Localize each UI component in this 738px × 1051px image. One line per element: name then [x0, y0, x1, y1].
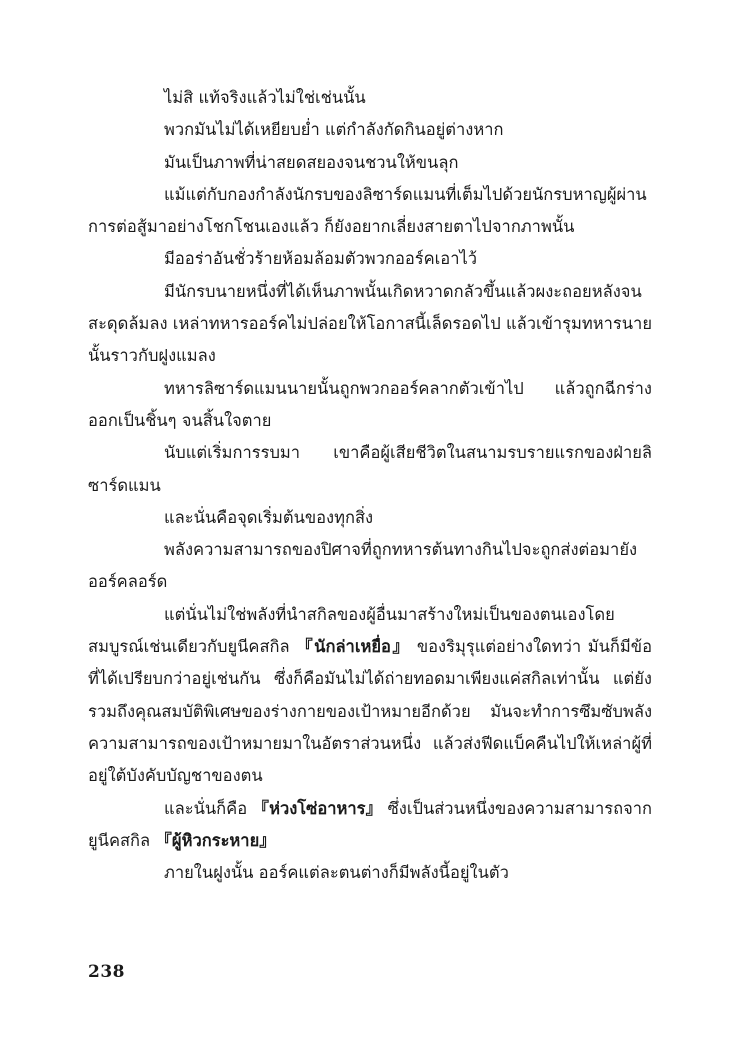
text-run: และนั่นก็คือ — [164, 798, 253, 818]
paragraph: พลังความสามารถของปิศาจที่ถูกทหารต้นทางกินไปจะถูกส่งต่อมายังออร์คลอร์ด — [88, 540, 638, 592]
paragraph: ภายในฝูงนั้น ออร์คแต่ละตนต่างก็มีพลังนี้อยู่ในตัว — [164, 863, 509, 883]
text-run: ของริมุรุแต่อย่างใดทว่า มันก็มีข้อที่ได้เปรียบกว่าอยู่เช่นกัน ซึ่งก็คือมันไม่ได้ถ่ายทอดมาเพียงแค่สกิลเท่านั้น แต่ยังรวมถึงคุณสมบัติพิเศษของร่างกายของเป้าหมายอีกด้วย มันจะทำการซึมซับพลังความสามารถของเป้าหมายมาในอัตราส่วนหนึ่ง แล้วส่งฟีดแบ็คคืนไปให้เหล่าผู้ที่อยู่ใต้บังคับบัญชาของตน — [88, 637, 652, 786]
bracket-close: 』 — [259, 830, 276, 850]
paragraph-with-skill-name — [88, 599, 652, 793]
paragraph: พวกมันไม่ได้เหยียบย่ำ แต่กำลังกัดกินอยู่ต่างหาก — [164, 120, 504, 140]
body-text — [88, 82, 652, 889]
paragraph: และนั่นคือจุดเริ่มต้นของทุกสิ่ง — [164, 507, 374, 527]
text-run: แต่นั่นไม่ใช่พลังที่นำสกิลของผู้อื่นมาสร้างใหม่เป็นของตนเองโดยสมบูรณ์เช่นเดียวกับยูนีคสกิล — [88, 604, 615, 657]
bracket-close: 』 — [390, 637, 411, 657]
bracket-open: 『 — [155, 830, 172, 850]
paragraph: มีออร่าอันชั่วร้ายห้อมล้อมตัวพวกออร์คเอาไว้ — [164, 249, 478, 269]
paragraph: มันเป็นภาพที่น่าสยดสยองจนชวนให้ขนลุก — [164, 152, 459, 172]
paragraph-with-skill-names — [88, 793, 652, 858]
bracket-close: 』 — [365, 798, 383, 818]
paragraph: ทหารลิซาร์ดแมนนายนั้นถูกพวกออร์คลากตัวเข้าไป แล้วถูกฉีกร่างออกเป็นชิ้นๆ จนสิ้นใจตาย — [88, 378, 652, 430]
bracket-open: 『 — [252, 798, 270, 818]
paragraph: แม้แต่กับกองกำลังนักรบของลิซาร์ดแมนที่เต็มไปด้วยนักรบหาญผู้ผ่านการต่อสู้มาอย่างโชกโชนเองแล้ว ก็ยังอยากเลี่ยงสายตาไปจากภาพนั้น — [88, 184, 647, 237]
text-run: ซึ่งเป็นส่วนหนึ่งของความสามารถจากยูนีคสกิล — [88, 798, 653, 850]
skill-name: ห่วงโซ่อาหาร — [269, 798, 366, 818]
paragraph: นับแต่เริ่มการรบมา เขาคือผู้เสียชีวิตในสนามรบรายแรกของฝ่ายลิซาร์ดแมน — [88, 443, 652, 495]
bracket-open: 『 — [296, 637, 315, 657]
paragraph: มีนักรบนายหนึ่งที่ได้เห็นภาพนั้นเกิดหวาดกลัวขึ้นแล้วผงะถอยหลังจนสะดุดล้มลง เหล่าทหารออร์คไม่ปล่อยให้โอกาสนี้เล็ดรอดไป แล้วเข้ารุมทหารนายนั้นราวกับฝูงแมลง — [88, 281, 652, 366]
page-number: 238 — [88, 962, 125, 982]
skill-name: ผู้หิวกระหาย — [171, 830, 260, 850]
skill-name: นักล่าเหยื่อ — [314, 637, 391, 657]
paragraph: ไม่สิ แท้จริงแล้วไม่ใช่เช่นนั้น — [164, 88, 366, 107]
